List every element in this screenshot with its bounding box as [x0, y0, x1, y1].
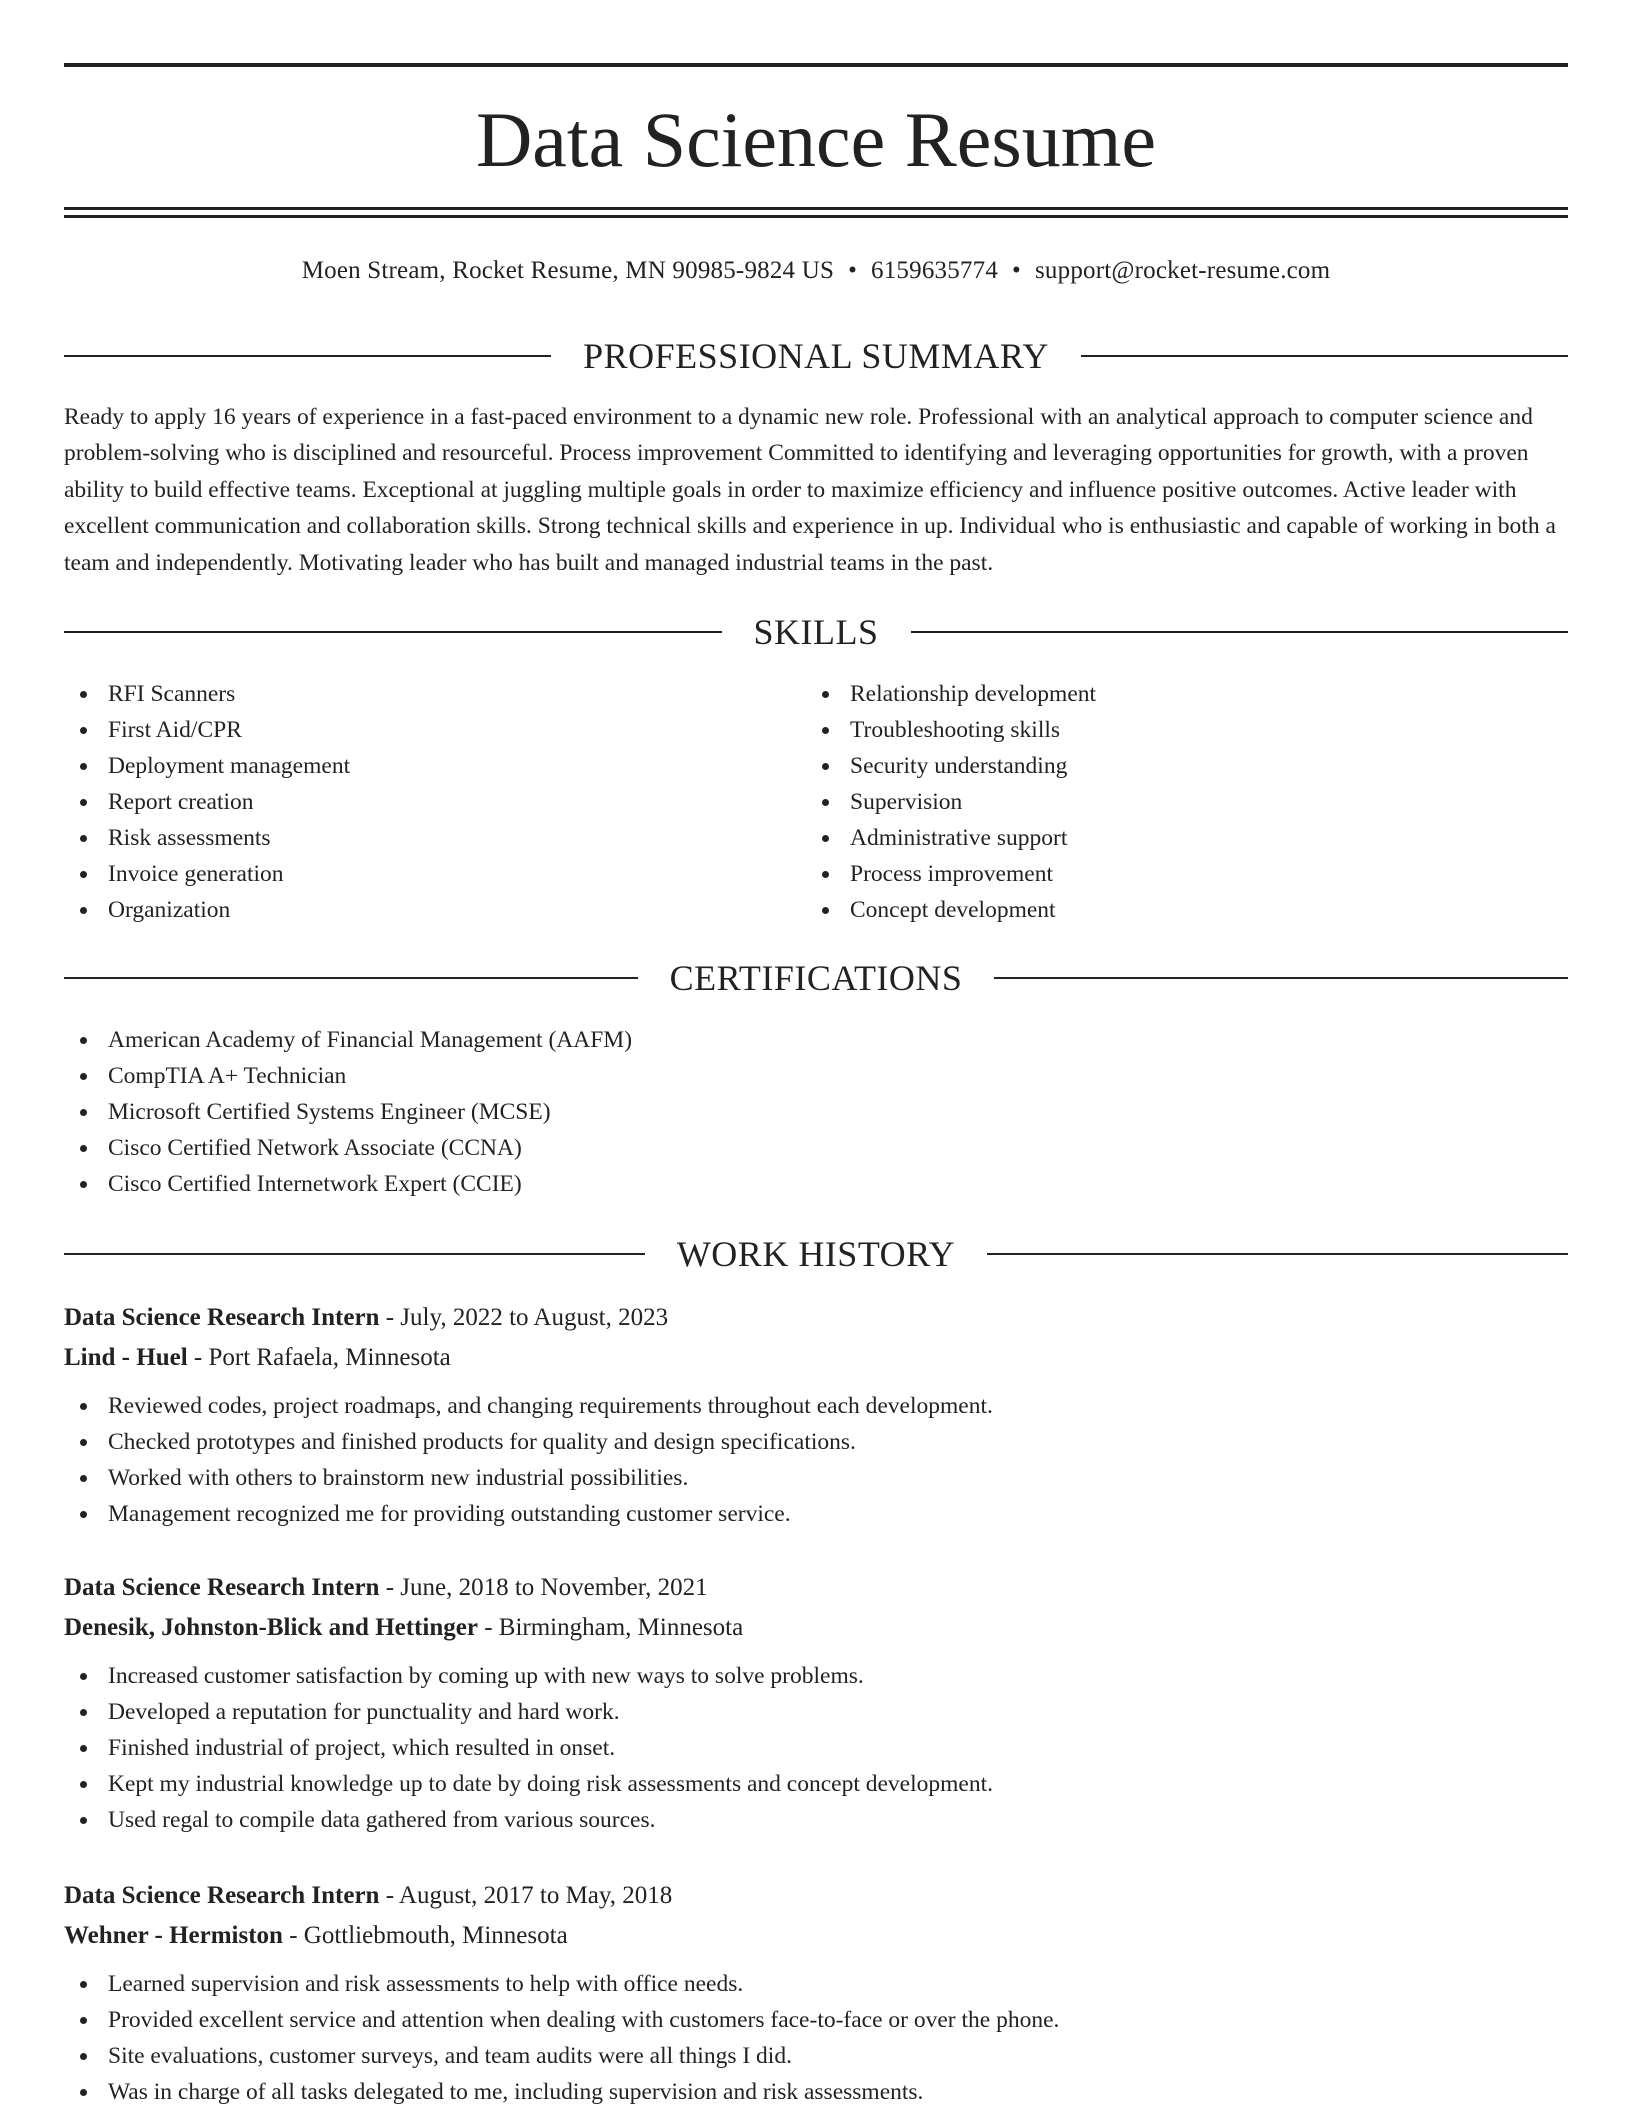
section-title-certifications: CERTIFICATIONS [669, 958, 963, 998]
job-bullet: Finished industrial of project, which resulted in onset. [64, 1730, 1568, 1766]
skill-item: Concept development [806, 892, 1546, 928]
skill-item: Invoice generation [64, 856, 804, 892]
job-bullet: Worked with others to brainstorm new industrial possibilities. [64, 1460, 1568, 1496]
skill-item: Administrative support [806, 820, 1546, 856]
job-bullet: Kept my industrial knowledge up to date by doing risk assessments and concept development. [64, 1766, 1568, 1802]
job-bullet: Checked prototypes and finished products for quality and design specifications. [64, 1424, 1568, 1460]
certifications-list [64, 1022, 1568, 1202]
job-bullet: Management recognized me for providing outstanding customer service. [64, 1496, 1568, 1532]
section-rule-left [64, 977, 638, 979]
contact-line [64, 254, 1568, 288]
job-bullet: Provided excellent service and attention when dealing with customers face-to-face or over the phone. [64, 2002, 1568, 2038]
job-entry [64, 1876, 1568, 2110]
skill-item: Security understanding [806, 748, 1546, 784]
job-company-line [64, 1608, 1568, 1648]
job-bullets [64, 1658, 1568, 1838]
skill-item: Risk assessments [64, 820, 804, 856]
section-rule-left [64, 631, 722, 633]
job-bullets [64, 1388, 1568, 1532]
contact-separator: • [1012, 257, 1021, 284]
job-company: Wehner - Hermiston [64, 1922, 283, 1949]
contact-email: support@rocket-resume.com [1034, 257, 1331, 284]
job-location: - Birmingham, Minnesota [477, 1614, 744, 1641]
job-dates: - July, 2022 to August, 2023 [379, 1304, 669, 1331]
job-location: - Port Rafaela, Minnesota [187, 1344, 451, 1371]
section-heading-work-history [64, 1232, 1568, 1276]
job-bullet: Developed a reputation for punctuality and hard work. [64, 1694, 1568, 1730]
job-bullets [64, 1966, 1568, 2110]
job-company: Lind - Huel [64, 1344, 188, 1371]
section-title-work-history: WORK HISTORY [676, 1234, 956, 1274]
skill-item: Supervision [806, 784, 1546, 820]
job-company: Denesik, Johnston-Blick and Hettinger [64, 1614, 478, 1641]
section-title-summary: PROFESSIONAL SUMMARY [583, 336, 1049, 376]
contact-phone: 6159635774 [871, 257, 999, 284]
certification-item: American Academy of Financial Management (AAFM) [64, 1022, 1568, 1058]
resume-title: Data Science Resume [475, 96, 1157, 183]
section-rule-right [911, 631, 1569, 633]
job-bullet: Increased customer satisfaction by coming up with new ways to solve problems. [64, 1658, 1568, 1694]
job-title: Data Science Research Intern [64, 1304, 380, 1331]
section-heading-summary [64, 334, 1568, 378]
header-bottom-rule-1 [64, 207, 1568, 210]
job-bullet: Reviewed codes, project roadmaps, and changing requirements throughout each development. [64, 1388, 1568, 1424]
section-title-skills: SKILLS [753, 612, 879, 652]
skill-item: Report creation [64, 784, 804, 820]
skill-item: Relationship development [806, 676, 1546, 712]
header-top-rule [64, 63, 1568, 67]
skill-item: RFI Scanners [64, 676, 804, 712]
section-rule-right [994, 977, 1568, 979]
job-dates: - June, 2018 to November, 2021 [379, 1574, 708, 1601]
job-title-line [64, 1298, 1568, 1338]
section-rule-right [1081, 355, 1568, 357]
section-rule-left [64, 1253, 645, 1255]
section-rule-left [64, 355, 551, 357]
job-title-line [64, 1568, 1568, 1608]
job-title-line [64, 1876, 1568, 1916]
job-bullet: Was in charge of all tasks delegated to me, including supervision and risk assessments. [64, 2074, 1568, 2110]
job-company-line [64, 1338, 1568, 1378]
skill-item: Organization [64, 892, 804, 928]
certification-item: Cisco Certified Network Associate (CCNA) [64, 1130, 1568, 1166]
skills-list-left [64, 676, 804, 928]
certification-item: Microsoft Certified Systems Engineer (MCSE) [64, 1094, 1568, 1130]
skill-item: Troubleshooting skills [806, 712, 1546, 748]
job-title: Data Science Research Intern [64, 1574, 380, 1601]
contact-separator: • [848, 257, 858, 284]
job-bullet: Site evaluations, customer surveys, and team audits were all things I did. [64, 2038, 1568, 2074]
summary-paragraph: Ready to apply 16 years of experience in a fast-paced environment to a dynamic new role. Professional with an analytical approach to computer science and problem-solving who is disciplined and resourceful. Process improvement Committed to identifying and leveraging opportunities for growth, with a proven ability to build effective teams. Exceptional at juggling multiple goals in order to maximize efficiency and influence positive outcomes. Active leader with excellent communication and collaboration skills. Strong technical skills and experience in up. Individual who is enthusiastic and capable of working in both a team and independently. Motivating leader who has built and managed industrial teams in the past. [64, 404, 1556, 576]
job-title: Data Science Research Intern [64, 1882, 380, 1909]
job-bullet: Used regal to compile data gathered from various sources. [64, 1802, 1568, 1838]
skills-list-right [806, 676, 1546, 928]
skill-item: First Aid/CPR [64, 712, 804, 748]
section-heading-skills [64, 610, 1568, 654]
job-entry [64, 1298, 1568, 1532]
certification-item: Cisco Certified Internetwork Expert (CCIE) [64, 1166, 1568, 1202]
job-bullet: Learned supervision and risk assessments to help with office needs. [64, 1966, 1568, 2002]
section-heading-certifications [64, 956, 1568, 1000]
contact-address: Moen Stream, Rocket Resume, MN 90985-9824 US [301, 257, 835, 284]
job-company-line [64, 1916, 1568, 1956]
certification-item: CompTIA A+ Technician [64, 1058, 1568, 1094]
header-bottom-rule-2 [64, 215, 1568, 218]
skill-item: Deployment management [64, 748, 804, 784]
skill-item: Process improvement [806, 856, 1546, 892]
job-dates: - August, 2017 to May, 2018 [379, 1882, 673, 1909]
section-rule-right [987, 1253, 1568, 1255]
job-entry [64, 1568, 1568, 1838]
job-location: - Gottliebmouth, Minnesota [282, 1922, 568, 1949]
